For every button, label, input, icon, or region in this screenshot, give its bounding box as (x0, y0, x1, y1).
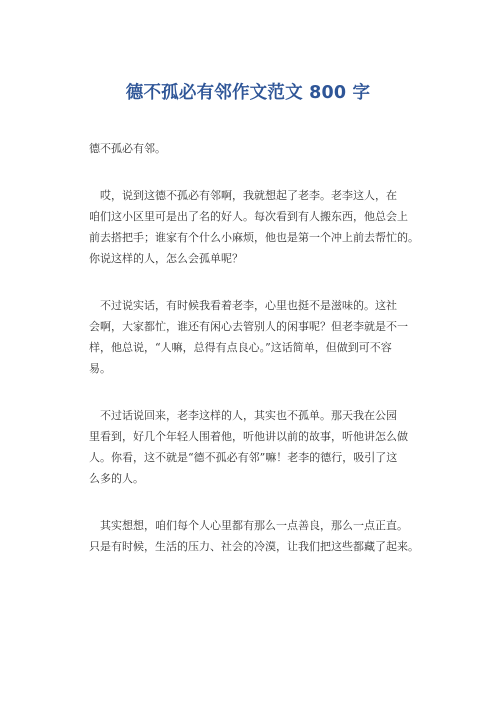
paragraph-line: 易。 (89, 362, 111, 375)
paragraph-gap (89, 159, 441, 185)
paragraph-line: 里看到，好几个年轻人围着他，听他讲以前的故事，听他讲怎么做 (89, 430, 408, 443)
paragraph-line: 样，他总说，“人嘛，总得有点良心。”这话简单，但做到可不容 (89, 341, 392, 354)
paragraph-line: 德不孤必有邻。 (89, 142, 166, 155)
paragraph-line: 人。你看，这不就是“德不孤必有邻”嘛！老李的德行，吸引了这 (89, 451, 398, 464)
document-body (89, 138, 441, 557)
paragraph-2 (89, 185, 441, 269)
document-title: 德不孤必有邻作文范文 800 字 (125, 83, 371, 103)
paragraph-line: 只是有时候，生活的压力、社会的冷漠，让我们把这些都藏了起来。 (89, 540, 419, 553)
paragraph-4 (89, 405, 441, 489)
paragraph-line: 么多的人。 (89, 472, 144, 485)
paragraph-gap (89, 269, 441, 295)
paragraph-1 (89, 138, 441, 159)
paragraph-line: 不过话说回来，老李这样的人，其实也不孤单。那天我在公园 (100, 409, 397, 422)
paragraph-line: 咱们这小区里可是出了名的好人。每次看到有人搬东西，他总会上 (89, 210, 408, 223)
paragraph-line: 其实想想，咱们每个人心里都有那么一点善良，那么一点正直。 (100, 519, 408, 532)
paragraph-gap (89, 379, 441, 405)
paragraph-5 (89, 515, 441, 557)
paragraph-line: 不过说实话，有时候我看着老李，心里也挺不是滋味的。这社 (100, 299, 397, 312)
paragraph-3 (89, 295, 441, 379)
paragraph-gap (89, 489, 441, 515)
paragraph-line: 你说这样的人，怎么会孤单呢？ (89, 252, 243, 265)
paragraph-line: 哎，说到这德不孤必有邻啊，我就想起了老李。老李这人，在 (100, 189, 397, 202)
paragraph-line: 会啊，大家都忙，谁还有闲心去管别人的闲事呢？但老李就是不一 (89, 320, 408, 333)
paragraph-line: 前去搭把手；谁家有个什么小麻烦，他也是第一个冲上前去帮忙的。 (89, 231, 419, 244)
